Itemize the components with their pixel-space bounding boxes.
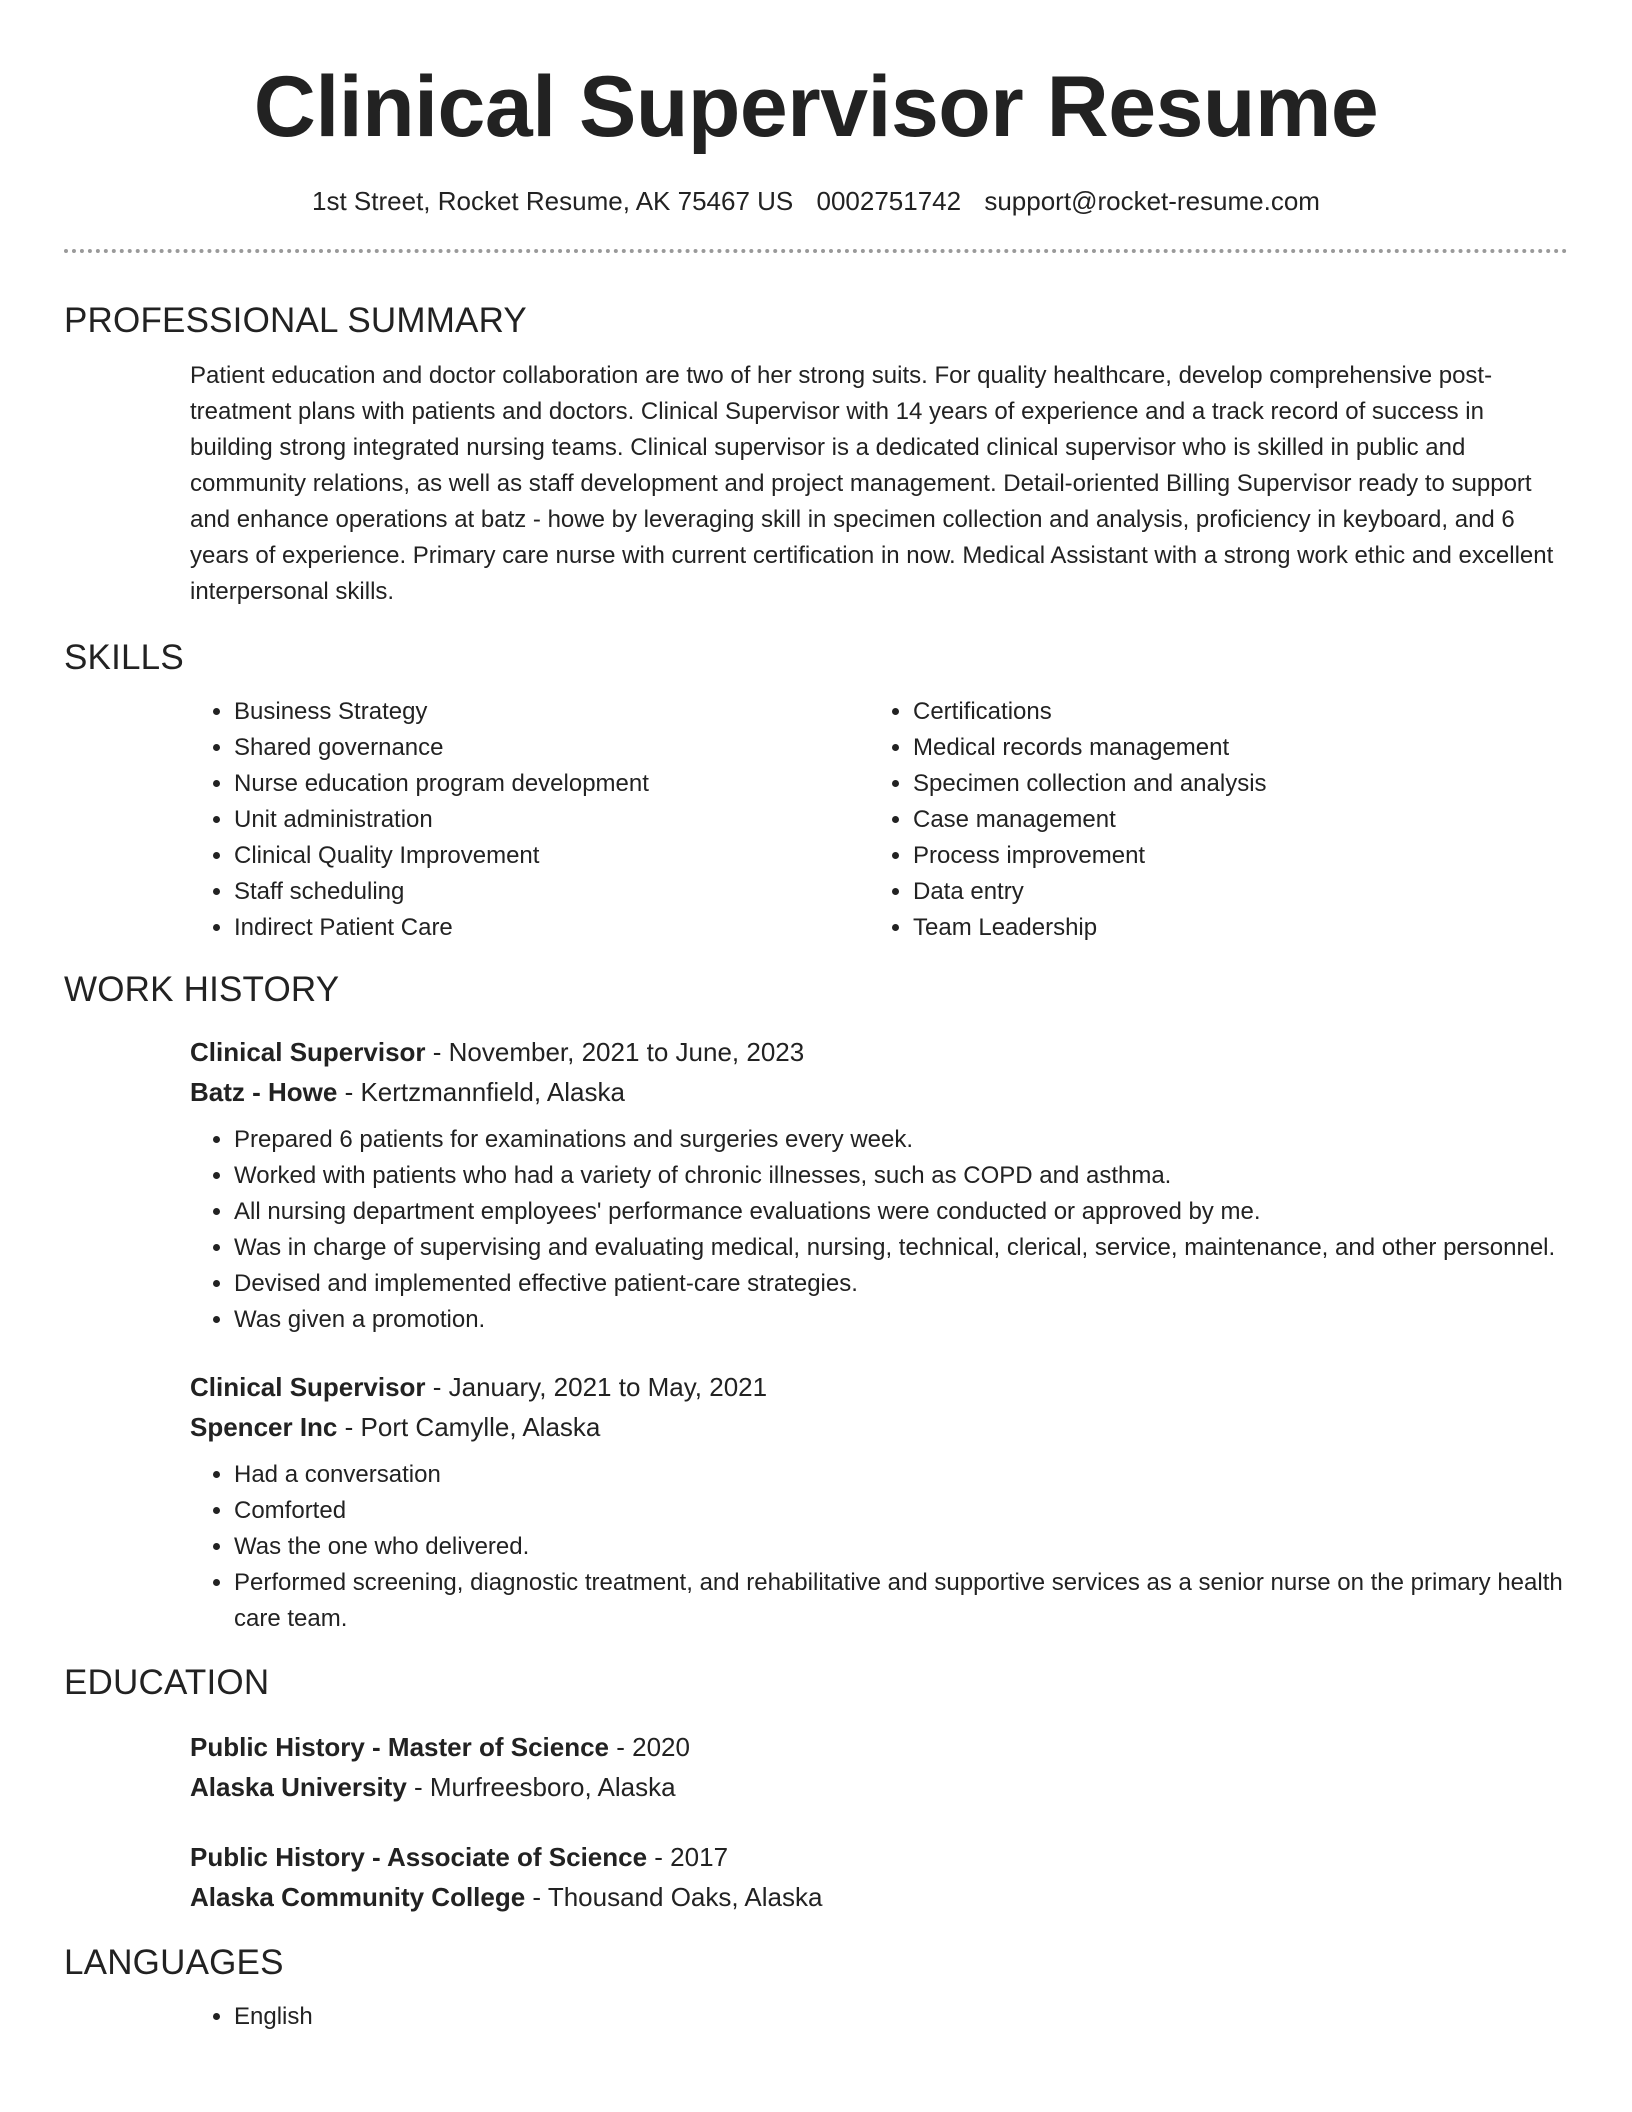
contact-line (64, 184, 1568, 218)
job-company: Spencer Inc (190, 1412, 338, 1442)
school-location: - Thousand Oaks, Alaska (525, 1882, 823, 1912)
contact-email: support@rocket-resume.com (984, 186, 1320, 216)
skills-column-left (190, 694, 869, 946)
job-bullet: • Was in charge of supervising and evaluating medical, nursing, technical, clerical, service, maintenance, and other personnel. (234, 1230, 1568, 1266)
job-bullet: • Worked with patients who had a variety of chronic illnesses, such as COPD and asthma. (234, 1158, 1568, 1194)
degree: Public History - Associate of Science (190, 1842, 648, 1872)
job-bullet: • Devised and implemented effective patient-care strategies. (234, 1266, 1568, 1302)
school: Alaska Community College (190, 1882, 526, 1912)
school-line (190, 1767, 1568, 1807)
job-entry (190, 1032, 1568, 1338)
skills-list (190, 694, 1568, 946)
education-entry (190, 1727, 1568, 1807)
job-bullet: • Performed screening, diagnostic treatment, and rehabilitative and supportive services as a senior nurse on the primary health care team. (234, 1565, 1568, 1637)
skill-item: • Indirect Patient Care (234, 910, 869, 946)
job-bullets (190, 1457, 1568, 1637)
language-item: • English (234, 1999, 1568, 2035)
degree-year: - 2020 (609, 1732, 690, 1762)
school-location: - Murfreesboro, Alaska (406, 1772, 676, 1802)
summary-text: Patient education and doctor collaboration are two of her strong suits. For quality healthcare, develop comprehensive post-treatment plans with patients and doctors. Clinical Supervisor with 14 years of experience and a track record of success in building strong integrated nursing teams. Clinical supervisor is a dedicated clinical supervisor who is skilled in public and community relations, as well as staff development and project management. Detail-oriented Billing Supervisor ready to support and enhance operations at batz - howe by leveraging skill in specimen collection and analysis, proficiency in keyboard, and 6 years of experience. Primary care nurse with current certification in now. Medical Assistant with a strong work ethic and excellent interpersonal skills. (190, 362, 1554, 605)
job-title-line (190, 1367, 1568, 1407)
job-dates: - November, 2021 to June, 2023 (425, 1037, 805, 1067)
job-bullet: • Had a conversation (234, 1457, 1568, 1493)
job-title-line (190, 1032, 1568, 1072)
skill-item: • Case management (913, 802, 1548, 838)
contact-address: 1st Street, Rocket Resume, AK 75467 US (312, 186, 794, 216)
education-entry (190, 1837, 1568, 1917)
skill-item: • Process improvement (913, 838, 1548, 874)
job-title: Clinical Supervisor (190, 1372, 426, 1402)
skill-item: • Certifications (913, 694, 1548, 730)
skill-item: • Data entry (913, 874, 1548, 910)
resume-page (64, 0, 1568, 2035)
job-bullet: • All nursing department employees' performance evaluations were conducted or approved by me. (234, 1194, 1568, 1230)
job-bullets (190, 1122, 1568, 1338)
degree-year: - 2017 (647, 1842, 729, 1872)
skill-item: • Specimen collection and analysis (913, 766, 1548, 802)
skill-item: • Business Strategy (234, 694, 869, 730)
skills-column-right (869, 694, 1548, 946)
school-line (190, 1877, 1568, 1917)
degree-line (190, 1727, 1568, 1767)
skill-item: • Shared governance (234, 730, 869, 766)
contact-phone: 0002751742 (816, 186, 962, 216)
skill-item: • Staff scheduling (234, 874, 869, 910)
skill-item: • Team Leadership (913, 910, 1548, 946)
job-dates: - January, 2021 to May, 2021 (425, 1372, 768, 1402)
job-company-line (190, 1072, 1568, 1112)
languages-heading: LANGUAGES (64, 1943, 284, 1982)
job-company: Batz - Howe (190, 1077, 338, 1107)
job-bullet: • Was given a promotion. (234, 1302, 1568, 1338)
job-location: - Kertzmannfield, Alaska (337, 1077, 625, 1107)
skills-heading: SKILLS (64, 638, 184, 677)
school: Alaska University (190, 1772, 407, 1802)
skill-item: • Nurse education program development (234, 766, 869, 802)
work-history-heading: WORK HISTORY (64, 970, 340, 1009)
header-divider (64, 249, 1568, 253)
job-bullet: • Prepared 6 patients for examinations and surgeries every week. (234, 1122, 1568, 1158)
skill-item: • Unit administration (234, 802, 869, 838)
degree-line (190, 1837, 1568, 1877)
job-bullet: • Comforted (234, 1493, 1568, 1529)
job-location: - Port Camylle, Alaska (337, 1412, 601, 1442)
summary-heading: PROFESSIONAL SUMMARY (64, 301, 527, 340)
job-title: Clinical Supervisor (190, 1037, 426, 1067)
job-company-line (190, 1407, 1568, 1447)
skill-item: • Medical records management (913, 730, 1548, 766)
education-heading: EDUCATION (64, 1663, 270, 1702)
languages-list (190, 1999, 1568, 2035)
resume-title: Clinical Supervisor Resume (253, 59, 1379, 155)
skill-item: • Clinical Quality Improvement (234, 838, 869, 874)
degree: Public History - Master of Science (190, 1732, 610, 1762)
job-entry (190, 1367, 1568, 1637)
job-bullet: • Was the one who delivered. (234, 1529, 1568, 1565)
